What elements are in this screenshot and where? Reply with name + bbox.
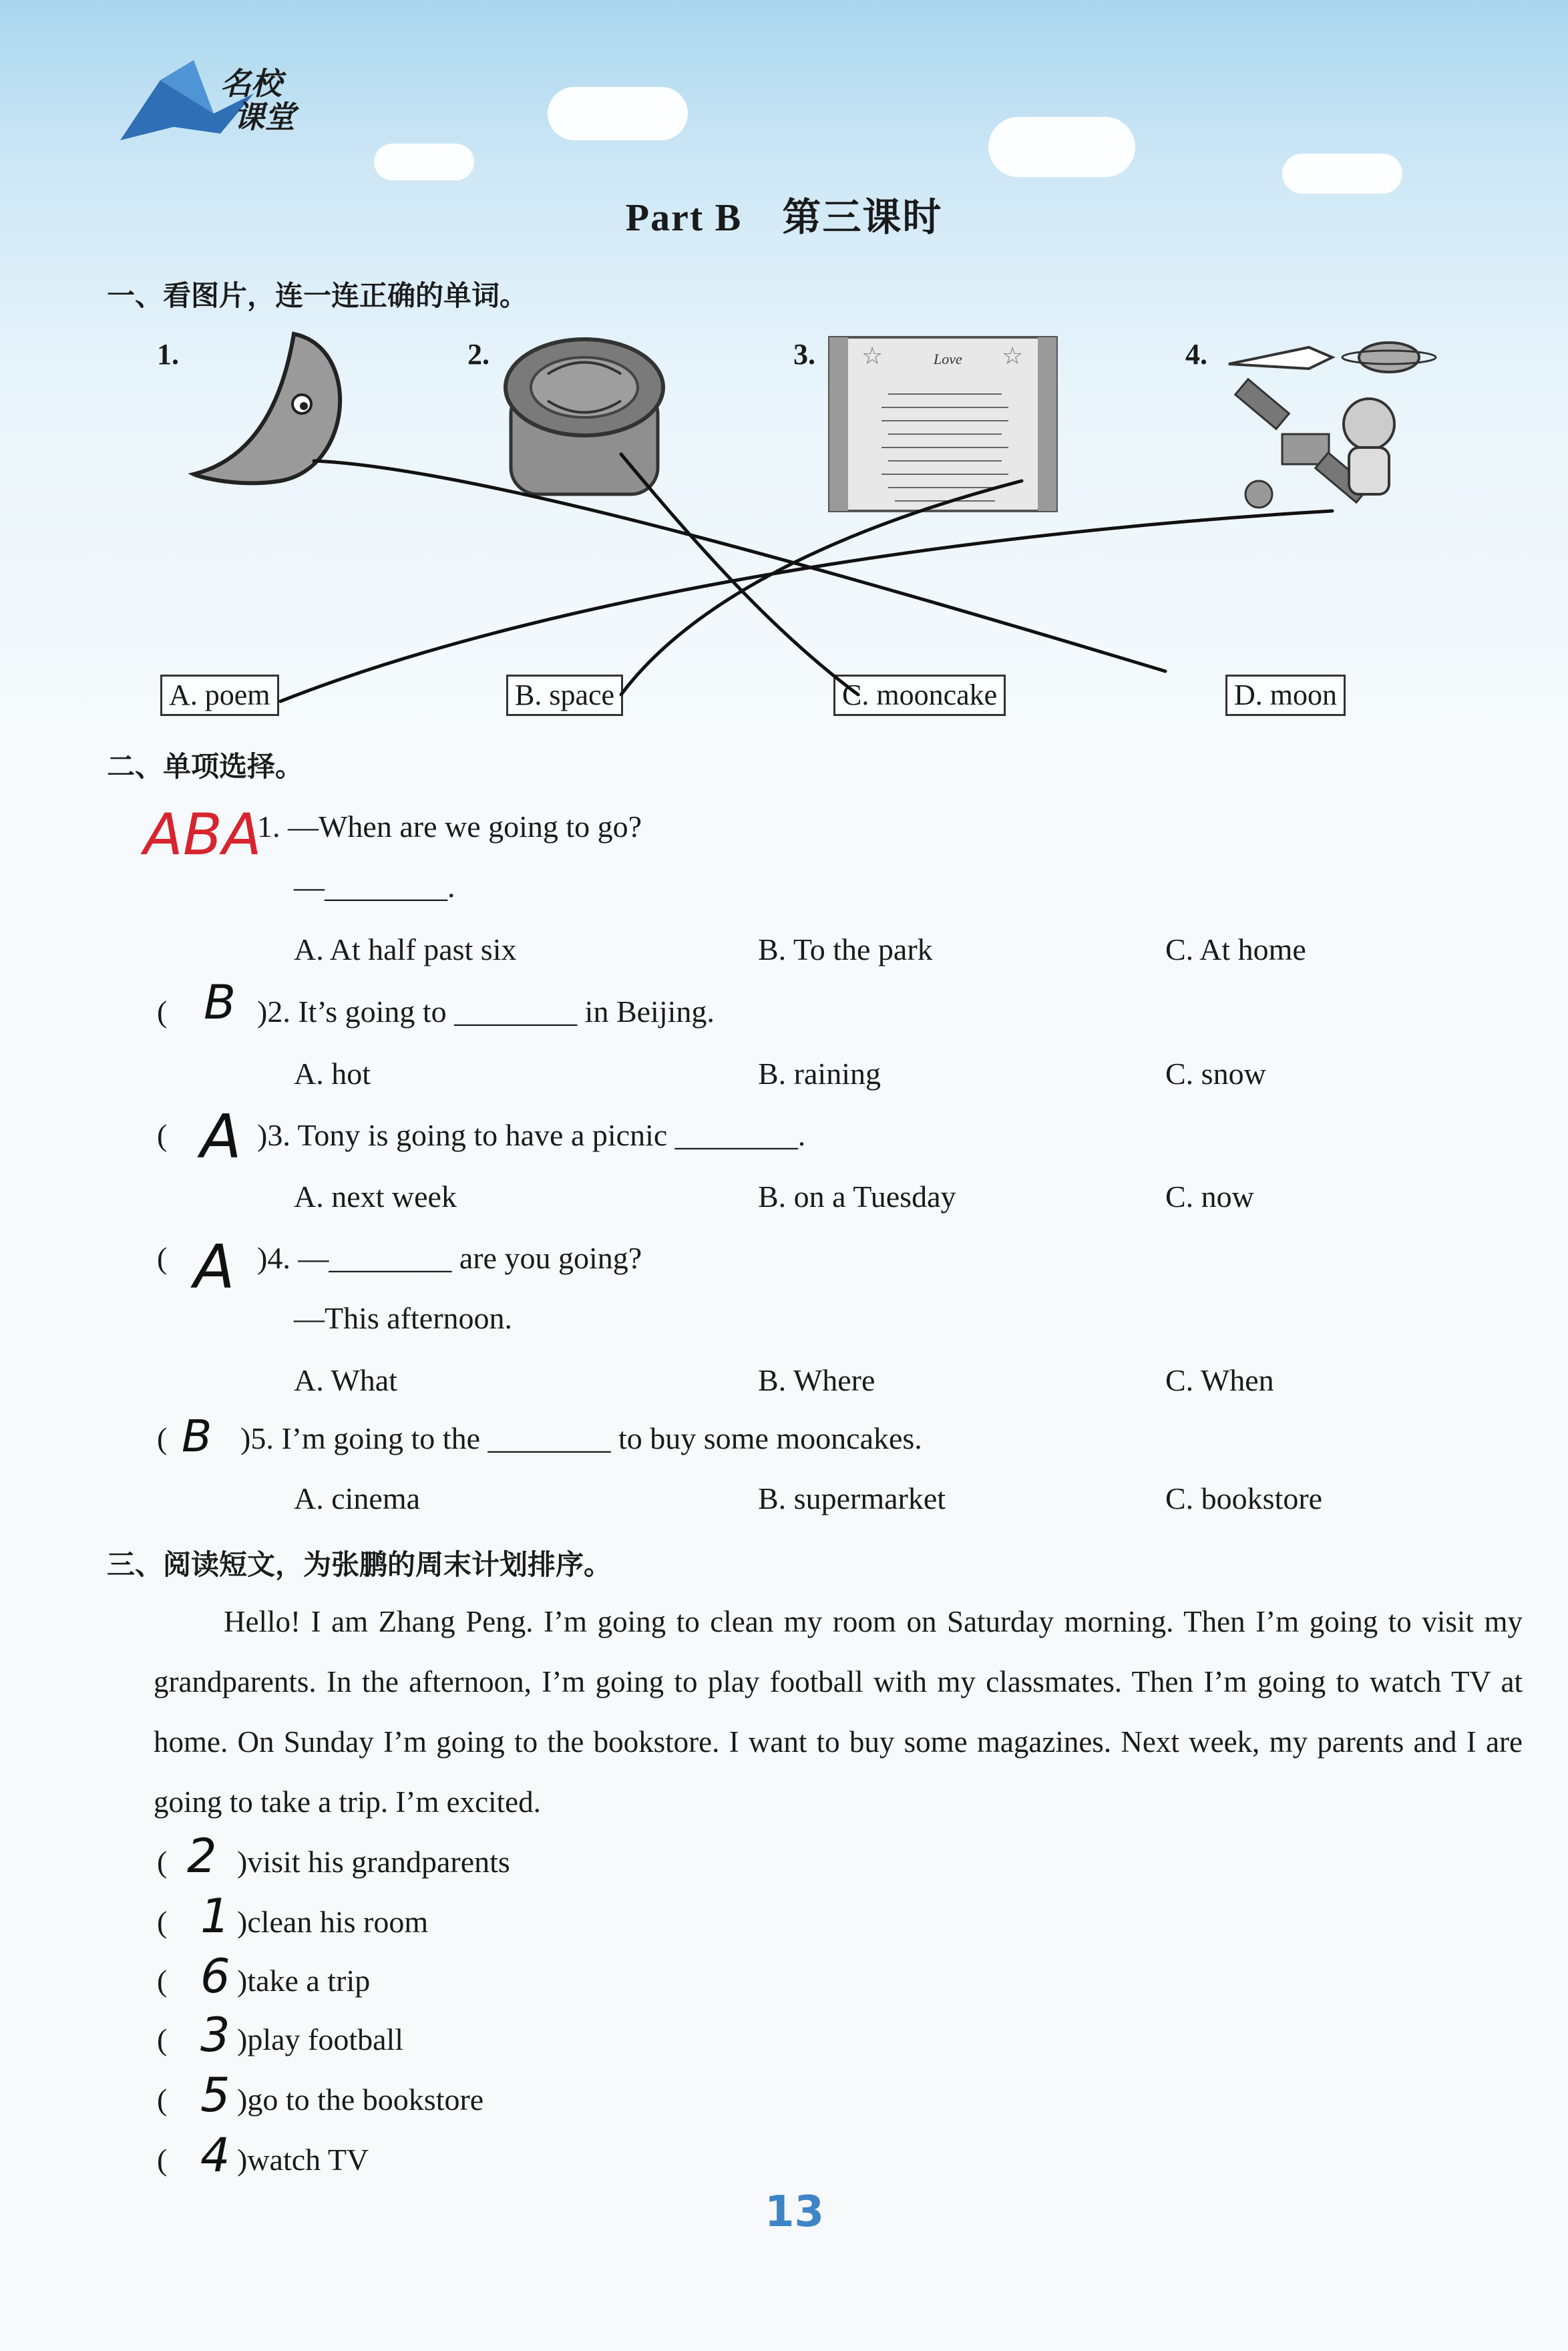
option-a: A. At half past six	[294, 932, 517, 966]
page-number: 13	[765, 2187, 825, 2237]
option-b: B. Where	[758, 1363, 875, 1397]
word-box-moon[interactable]: D. moon	[1225, 675, 1346, 716]
match-line	[280, 511, 1332, 701]
question-2: )2. It’s going to ________ in Beijing.	[257, 994, 715, 1029]
order-item: (	[157, 2083, 168, 2117]
order-item-text: )visit his grandparents	[237, 1845, 510, 1879]
word-box-poem[interactable]: A. poem	[160, 675, 279, 716]
svg-text:☆: ☆	[861, 343, 884, 369]
handwritten-answer: 5	[200, 2068, 230, 2123]
option-c: C. When	[1165, 1363, 1274, 1397]
title-part: Part B	[625, 196, 743, 239]
handwritten-answer: ABA	[144, 801, 262, 868]
option-b: B. on a Tuesday	[758, 1180, 956, 1214]
question-3: )3. Tony is going to have a picnic ________.	[257, 1118, 806, 1152]
order-item-text: )watch TV	[237, 2143, 369, 2177]
option-c: C. bookstore	[1165, 1481, 1323, 1515]
logo-text: 名校 课堂	[220, 65, 295, 135]
order-item: (	[157, 2022, 168, 2056]
section-3-heading: 三、阅读短文，为张鹏的周末计划排序。	[107, 1548, 612, 1581]
question-4: )4. —________ are you going?	[257, 1241, 642, 1275]
order-item: (	[157, 1845, 168, 1879]
paren-open: (	[157, 1241, 168, 1275]
option-b: B. To the park	[758, 932, 933, 966]
picture-number: 4.	[1185, 338, 1207, 371]
word-box-mooncake[interactable]: C. mooncake	[833, 675, 1006, 716]
option-b: B. raining	[758, 1057, 881, 1091]
order-item-text: )take a trip	[237, 1964, 371, 1998]
picture-number: 3.	[793, 338, 815, 371]
question-5: )5. I’m going to the ________ to buy some mooncakes.	[240, 1421, 922, 1455]
option-c: C. now	[1165, 1180, 1254, 1214]
svg-text:Love: Love	[934, 351, 962, 367]
option-a: A. hot	[294, 1057, 371, 1091]
option-a: A. next week	[294, 1180, 457, 1214]
picture-number: 1.	[157, 338, 179, 371]
order-item-text: )clean his room	[237, 1905, 429, 1939]
order-item: (	[157, 1964, 168, 1998]
question-1-blank: —________.	[294, 870, 455, 904]
match-line	[621, 454, 858, 695]
option-a: A. What	[294, 1363, 398, 1397]
question-1: 1. —When are we going to go?	[257, 809, 642, 844]
svg-text:☆: ☆	[1002, 343, 1024, 369]
handwritten-answer: A	[200, 1102, 242, 1172]
handwritten-answer: 2	[187, 1829, 217, 1883]
handwritten-answer: B	[204, 975, 236, 1030]
paren-open: (	[157, 994, 168, 1029]
matching-lines	[0, 0, 1568, 735]
order-item: (	[157, 2143, 168, 2177]
order-item: (	[157, 1905, 168, 1939]
match-line	[621, 481, 1022, 695]
order-item-text: )go to the bookstore	[237, 2083, 484, 2117]
order-item-text: )play football	[237, 2022, 404, 2056]
handwritten-answer: 6	[200, 1949, 230, 2004]
passage-text: Hello! I am Zhang Peng. I’m going to clean my room on Saturday morning. Then I’m going to visit my grandparents. In the afternoon, I’m going to play football with my classmates. Then I’m going to watch TV at home. On Sunday I’m going to the bookstore. I want to buy some magazines. Next week, my parents and I are going to take a trip. I’m excited.	[154, 1605, 1523, 1819]
section-1-heading: 一、看图片，连一连正确的单词。	[107, 279, 528, 312]
handwritten-answer: 1	[200, 1889, 230, 1944]
section-2-heading: 二、单项选择。	[107, 750, 304, 783]
handwritten-answer: 4	[200, 2128, 230, 2183]
handwritten-answer: B	[182, 1411, 212, 1462]
handwritten-answer: 3	[200, 2008, 230, 2062]
option-c: C. snow	[1165, 1057, 1266, 1091]
paren-open: (	[157, 1421, 168, 1455]
paren-open: (	[157, 1118, 168, 1152]
reading-passage	[154, 1592, 1523, 1832]
option-b: B. supermarket	[758, 1481, 946, 1515]
question-4-line2: —This afternoon.	[294, 1301, 513, 1335]
option-a: A. cinema	[294, 1481, 421, 1515]
match-line	[314, 461, 1165, 671]
handwritten-answer: A	[194, 1232, 235, 1302]
picture-number: 2.	[467, 338, 489, 371]
title-lesson: 第三课时	[782, 194, 943, 240]
option-c: C. At home	[1165, 932, 1306, 966]
word-box-space[interactable]: B. space	[506, 675, 623, 716]
